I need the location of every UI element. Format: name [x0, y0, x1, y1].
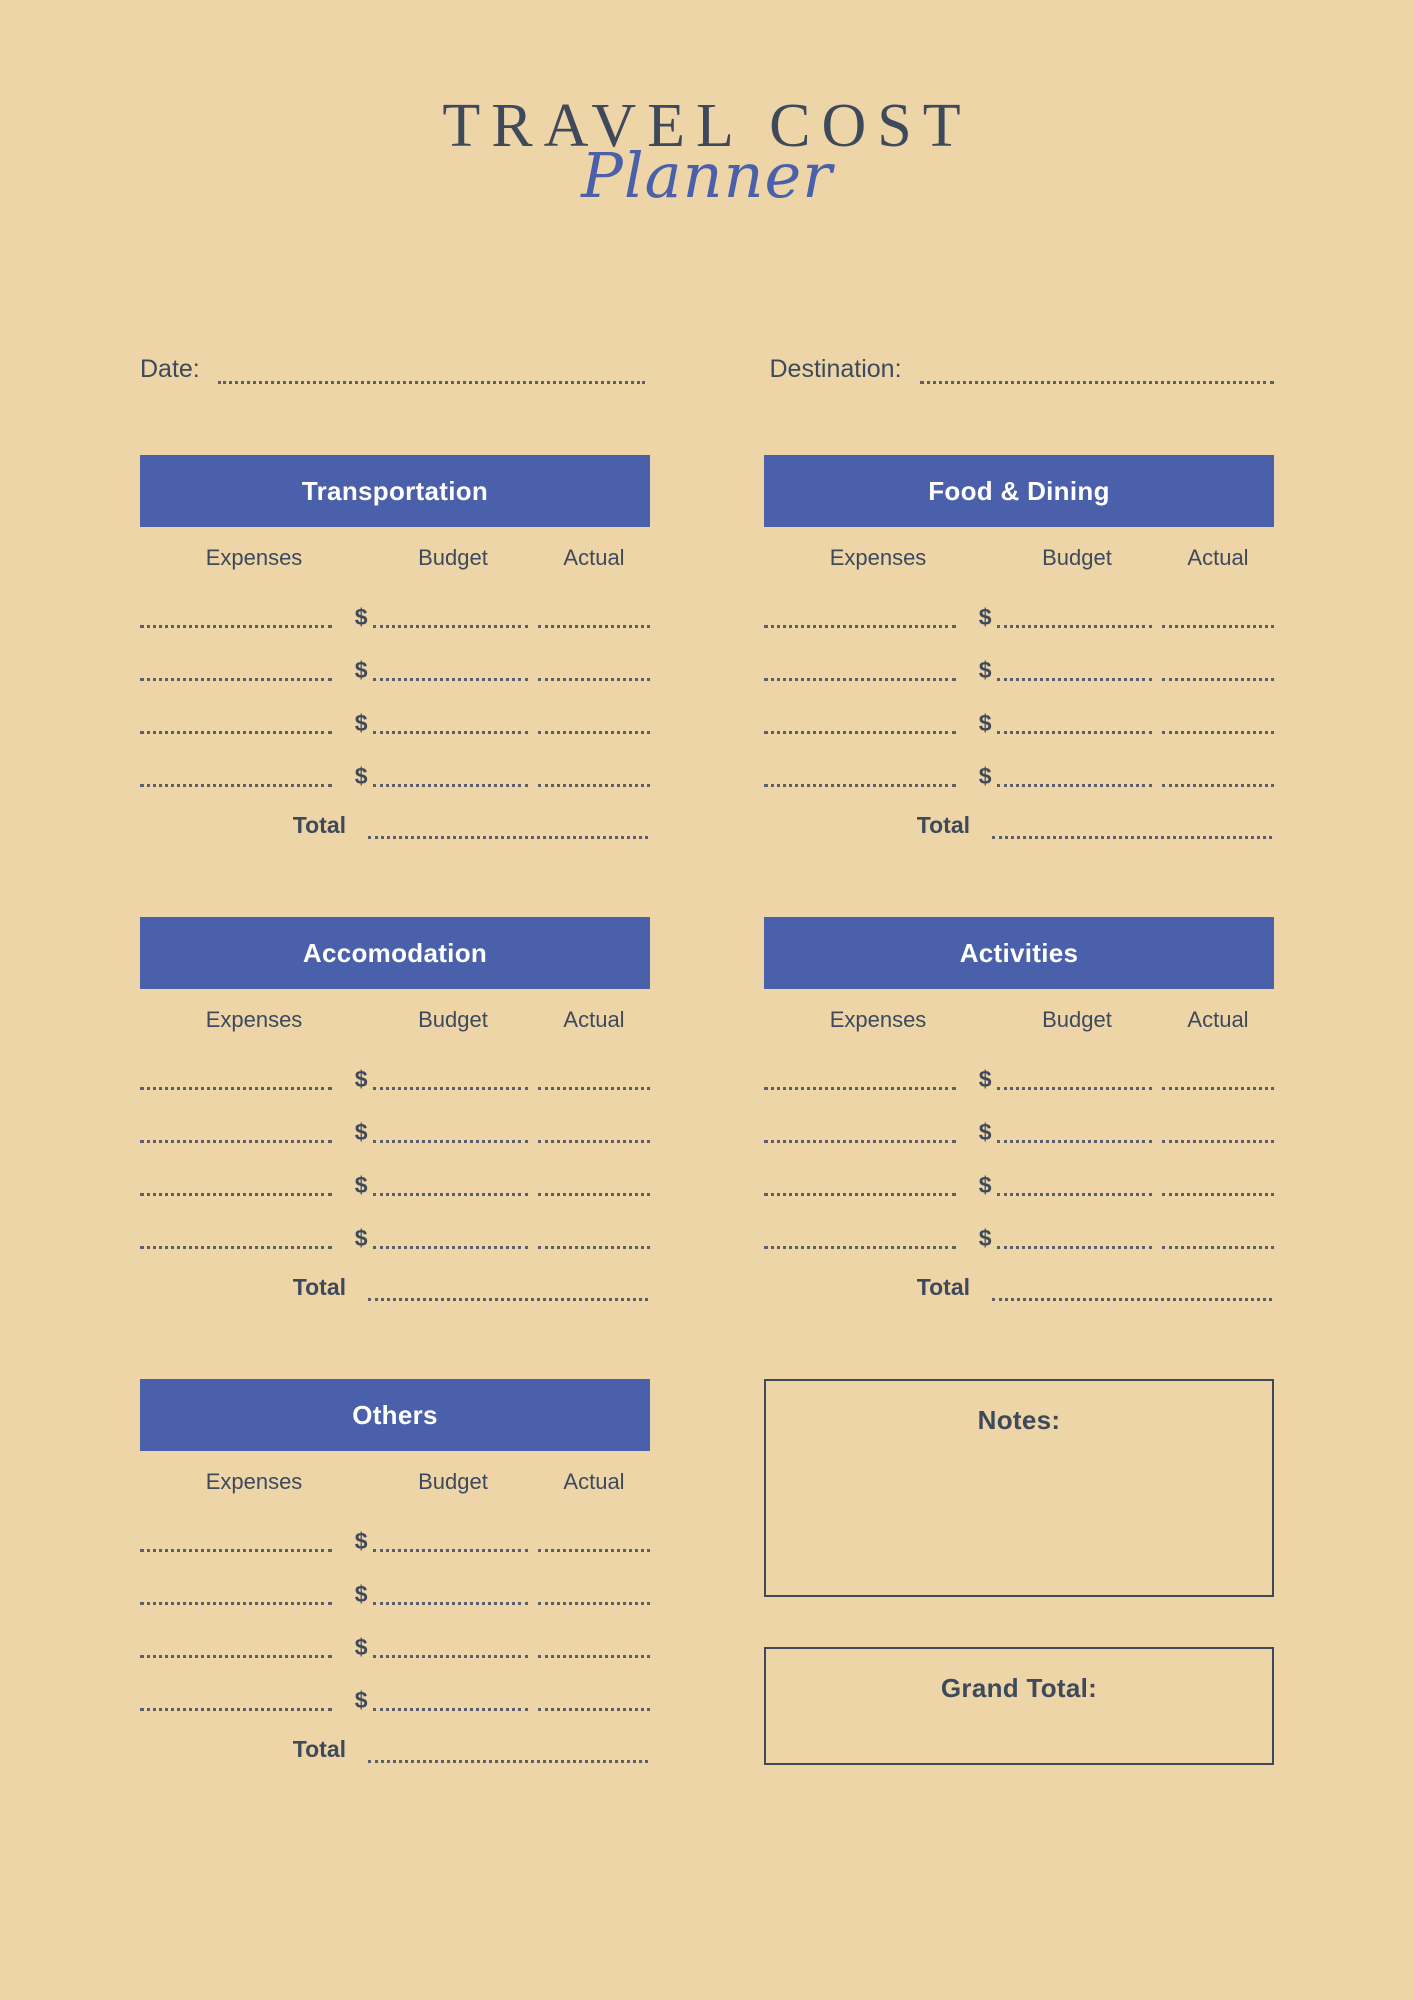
currency-symbol: $ [354, 1581, 368, 1608]
budget-input[interactable] [373, 1235, 528, 1249]
expense-input[interactable] [140, 1697, 332, 1711]
total-input[interactable] [368, 825, 648, 839]
actual-input[interactable] [538, 1591, 650, 1605]
grand-total-box[interactable] [764, 1647, 1274, 1765]
column-header-expenses: Expenses [205, 1007, 303, 1032]
expense-input[interactable] [140, 614, 332, 628]
column-header-actual: Actual [1187, 1007, 1249, 1032]
budget-cell [978, 1119, 1152, 1146]
total-input[interactable] [992, 825, 1272, 839]
currency-symbol: $ [354, 1119, 368, 1146]
budget-input[interactable] [997, 1076, 1152, 1090]
section-title: Food & Dining [764, 455, 1274, 527]
currency-symbol: $ [354, 763, 368, 790]
expense-input[interactable] [140, 667, 332, 681]
currency-symbol: $ [354, 604, 368, 631]
section-food-and-dining [764, 455, 1274, 839]
budget-cell [354, 710, 528, 737]
budget-input[interactable] [373, 1129, 528, 1143]
budget-input[interactable] [373, 1538, 528, 1552]
actual-input[interactable] [538, 1697, 650, 1711]
column-header-expenses: Expenses [829, 545, 927, 570]
expense-input[interactable] [764, 614, 956, 628]
table-row [140, 1037, 650, 1093]
column-headers [140, 527, 650, 575]
budget-cell [354, 1172, 528, 1199]
table-row [140, 1143, 650, 1199]
section-title: Activities [764, 917, 1274, 989]
destination-field-group [770, 355, 1275, 384]
meta-row [140, 355, 1274, 384]
currency-symbol: $ [978, 657, 992, 684]
column-header-actual: Actual [563, 1469, 625, 1494]
actual-input[interactable] [538, 720, 650, 734]
actual-input[interactable] [1162, 667, 1274, 681]
column-header-actual: Actual [563, 1007, 625, 1032]
budget-cell [354, 1225, 528, 1252]
currency-symbol: $ [354, 657, 368, 684]
budget-cell [354, 604, 528, 631]
budget-input[interactable] [997, 1182, 1152, 1196]
expense-input[interactable] [764, 1076, 956, 1090]
expense-input[interactable] [764, 773, 956, 787]
currency-symbol: $ [978, 1119, 992, 1146]
currency-symbol: $ [978, 1066, 992, 1093]
budget-cell [978, 1172, 1152, 1199]
column-header-expenses: Expenses [205, 545, 303, 570]
actual-input[interactable] [538, 1538, 650, 1552]
page-title: TRAVEL COST [442, 92, 972, 160]
column-header-actual: Actual [1187, 545, 1249, 570]
budget-cell [354, 1581, 528, 1608]
budget-input[interactable] [997, 773, 1152, 787]
actual-input[interactable] [538, 614, 650, 628]
actual-input[interactable] [1162, 720, 1274, 734]
section-transportation [140, 455, 650, 839]
currency-symbol: $ [978, 1225, 992, 1252]
column-header-budget: Budget [418, 1007, 488, 1032]
budget-cell [978, 1225, 1152, 1252]
section-accomodation [140, 917, 650, 1301]
actual-input[interactable] [1162, 614, 1274, 628]
column-headers [140, 989, 650, 1037]
expense-input[interactable] [140, 773, 332, 787]
budget-cell [978, 763, 1152, 790]
actual-input[interactable] [1162, 1076, 1274, 1090]
expense-input[interactable] [764, 1129, 956, 1143]
budget-input[interactable] [373, 667, 528, 681]
table-row [140, 628, 650, 684]
total-label: Total [292, 1736, 346, 1762]
column-header-budget: Budget [1042, 545, 1112, 570]
budget-cell [978, 604, 1152, 631]
budget-input[interactable] [997, 720, 1152, 734]
budget-cell [354, 1528, 528, 1555]
actual-input[interactable] [538, 773, 650, 787]
table-row [140, 1196, 650, 1252]
budget-input[interactable] [373, 1182, 528, 1196]
table-row [764, 575, 1274, 631]
page-subtitle: Planner [581, 139, 833, 212]
destination-label: Destination: [769, 355, 902, 383]
budget-cell [354, 763, 528, 790]
table-row [764, 1143, 1274, 1199]
currency-symbol: $ [354, 710, 368, 737]
actual-input[interactable] [538, 667, 650, 681]
expense-input[interactable] [140, 1129, 332, 1143]
table-row [764, 628, 1274, 684]
currency-symbol: $ [354, 1687, 368, 1714]
actual-input[interactable] [1162, 1182, 1274, 1196]
currency-symbol: $ [978, 604, 992, 631]
section-title: Others [140, 1379, 650, 1451]
budget-input[interactable] [997, 1235, 1152, 1249]
total-input[interactable] [368, 1749, 648, 1763]
budget-input[interactable] [373, 1076, 528, 1090]
column-header-expenses: Expenses [829, 1007, 927, 1032]
budget-input[interactable] [373, 773, 528, 787]
table-row [764, 1037, 1274, 1093]
table-row [764, 681, 1274, 737]
column-header-actual: Actual [563, 545, 625, 570]
budget-cell [354, 1066, 528, 1093]
actual-input[interactable] [538, 1644, 650, 1658]
actual-input[interactable] [538, 1129, 650, 1143]
total-label: Total [292, 1274, 346, 1300]
actual-input[interactable] [538, 1076, 650, 1090]
column-header-budget: Budget [418, 545, 488, 570]
table-row [140, 1499, 650, 1555]
expense-input[interactable] [140, 1076, 332, 1090]
column-headers [140, 1451, 650, 1499]
currency-symbol: $ [354, 1225, 368, 1252]
total-label: Total [916, 1274, 970, 1300]
total-row [140, 1267, 650, 1301]
column-header-budget: Budget [1042, 1007, 1112, 1032]
section-others [140, 1379, 650, 1765]
sections-row-3 [140, 1379, 1274, 1765]
budget-input[interactable] [997, 1129, 1152, 1143]
table-row [140, 734, 650, 790]
date-label: Date: [140, 355, 200, 383]
column-header-budget: Budget [418, 1469, 488, 1494]
table-row [140, 1552, 650, 1608]
table-row [140, 1658, 650, 1714]
budget-cell [354, 657, 528, 684]
sections-row-1 [140, 455, 1274, 839]
currency-symbol: $ [978, 763, 992, 790]
expense-input[interactable] [764, 720, 956, 734]
table-row [140, 681, 650, 737]
column-header-expenses: Expenses [205, 1469, 303, 1494]
expense-input[interactable] [764, 667, 956, 681]
budget-input[interactable] [373, 1644, 528, 1658]
budget-input[interactable] [373, 614, 528, 628]
table-row [764, 1196, 1274, 1252]
table-row [764, 734, 1274, 790]
expense-input[interactable] [764, 1235, 956, 1249]
total-label: Total [292, 812, 346, 838]
currency-symbol: $ [354, 1634, 368, 1661]
table-row [764, 1090, 1274, 1146]
budget-cell [354, 1687, 528, 1714]
notes-box[interactable] [764, 1379, 1274, 1597]
budget-cell [354, 1119, 528, 1146]
total-input[interactable] [368, 1287, 648, 1301]
budget-input[interactable] [997, 614, 1152, 628]
page-header [0, 0, 1414, 212]
currency-symbol: $ [978, 710, 992, 737]
sections-grid [140, 455, 1274, 1765]
expense-input[interactable] [140, 1644, 332, 1658]
expense-input[interactable] [140, 1235, 332, 1249]
total-input[interactable] [992, 1287, 1272, 1301]
notes-label: Notes: [977, 1405, 1061, 1435]
budget-cell [354, 1634, 528, 1661]
currency-symbol: $ [354, 1066, 368, 1093]
section-title: Transportation [140, 455, 650, 527]
date-field-group [140, 355, 645, 384]
budget-cell [978, 1066, 1152, 1093]
budget-input[interactable] [373, 720, 528, 734]
actual-input[interactable] [1162, 773, 1274, 787]
actual-input[interactable] [1162, 1235, 1274, 1249]
destination-input[interactable] [920, 370, 1274, 384]
currency-symbol: $ [978, 1172, 992, 1199]
total-row [764, 1267, 1274, 1301]
budget-cell [978, 657, 1152, 684]
sections-row-2 [140, 917, 1274, 1301]
total-row [764, 805, 1274, 839]
section-title: Accomodation [140, 917, 650, 989]
expense-input[interactable] [764, 1182, 956, 1196]
grand-total-label: Grand Total: [940, 1673, 1098, 1703]
actual-input[interactable] [538, 1182, 650, 1196]
budget-input[interactable] [997, 667, 1152, 681]
actual-input[interactable] [538, 1235, 650, 1249]
expense-input[interactable] [140, 720, 332, 734]
table-row [140, 1090, 650, 1146]
date-input[interactable] [218, 370, 645, 384]
expense-input[interactable] [140, 1538, 332, 1552]
total-row [140, 1729, 650, 1763]
section-activities [764, 917, 1274, 1301]
currency-symbol: $ [354, 1528, 368, 1555]
currency-symbol: $ [354, 1172, 368, 1199]
column-headers [764, 989, 1274, 1037]
table-row [140, 575, 650, 631]
total-label: Total [916, 812, 970, 838]
table-row [140, 1605, 650, 1661]
notes-and-grand-total [764, 1379, 1274, 1765]
actual-input[interactable] [1162, 1129, 1274, 1143]
column-headers [764, 527, 1274, 575]
budget-cell [978, 710, 1152, 737]
expense-input[interactable] [140, 1591, 332, 1605]
budget-input[interactable] [373, 1697, 528, 1711]
budget-input[interactable] [373, 1591, 528, 1605]
expense-input[interactable] [140, 1182, 332, 1196]
total-row [140, 805, 650, 839]
